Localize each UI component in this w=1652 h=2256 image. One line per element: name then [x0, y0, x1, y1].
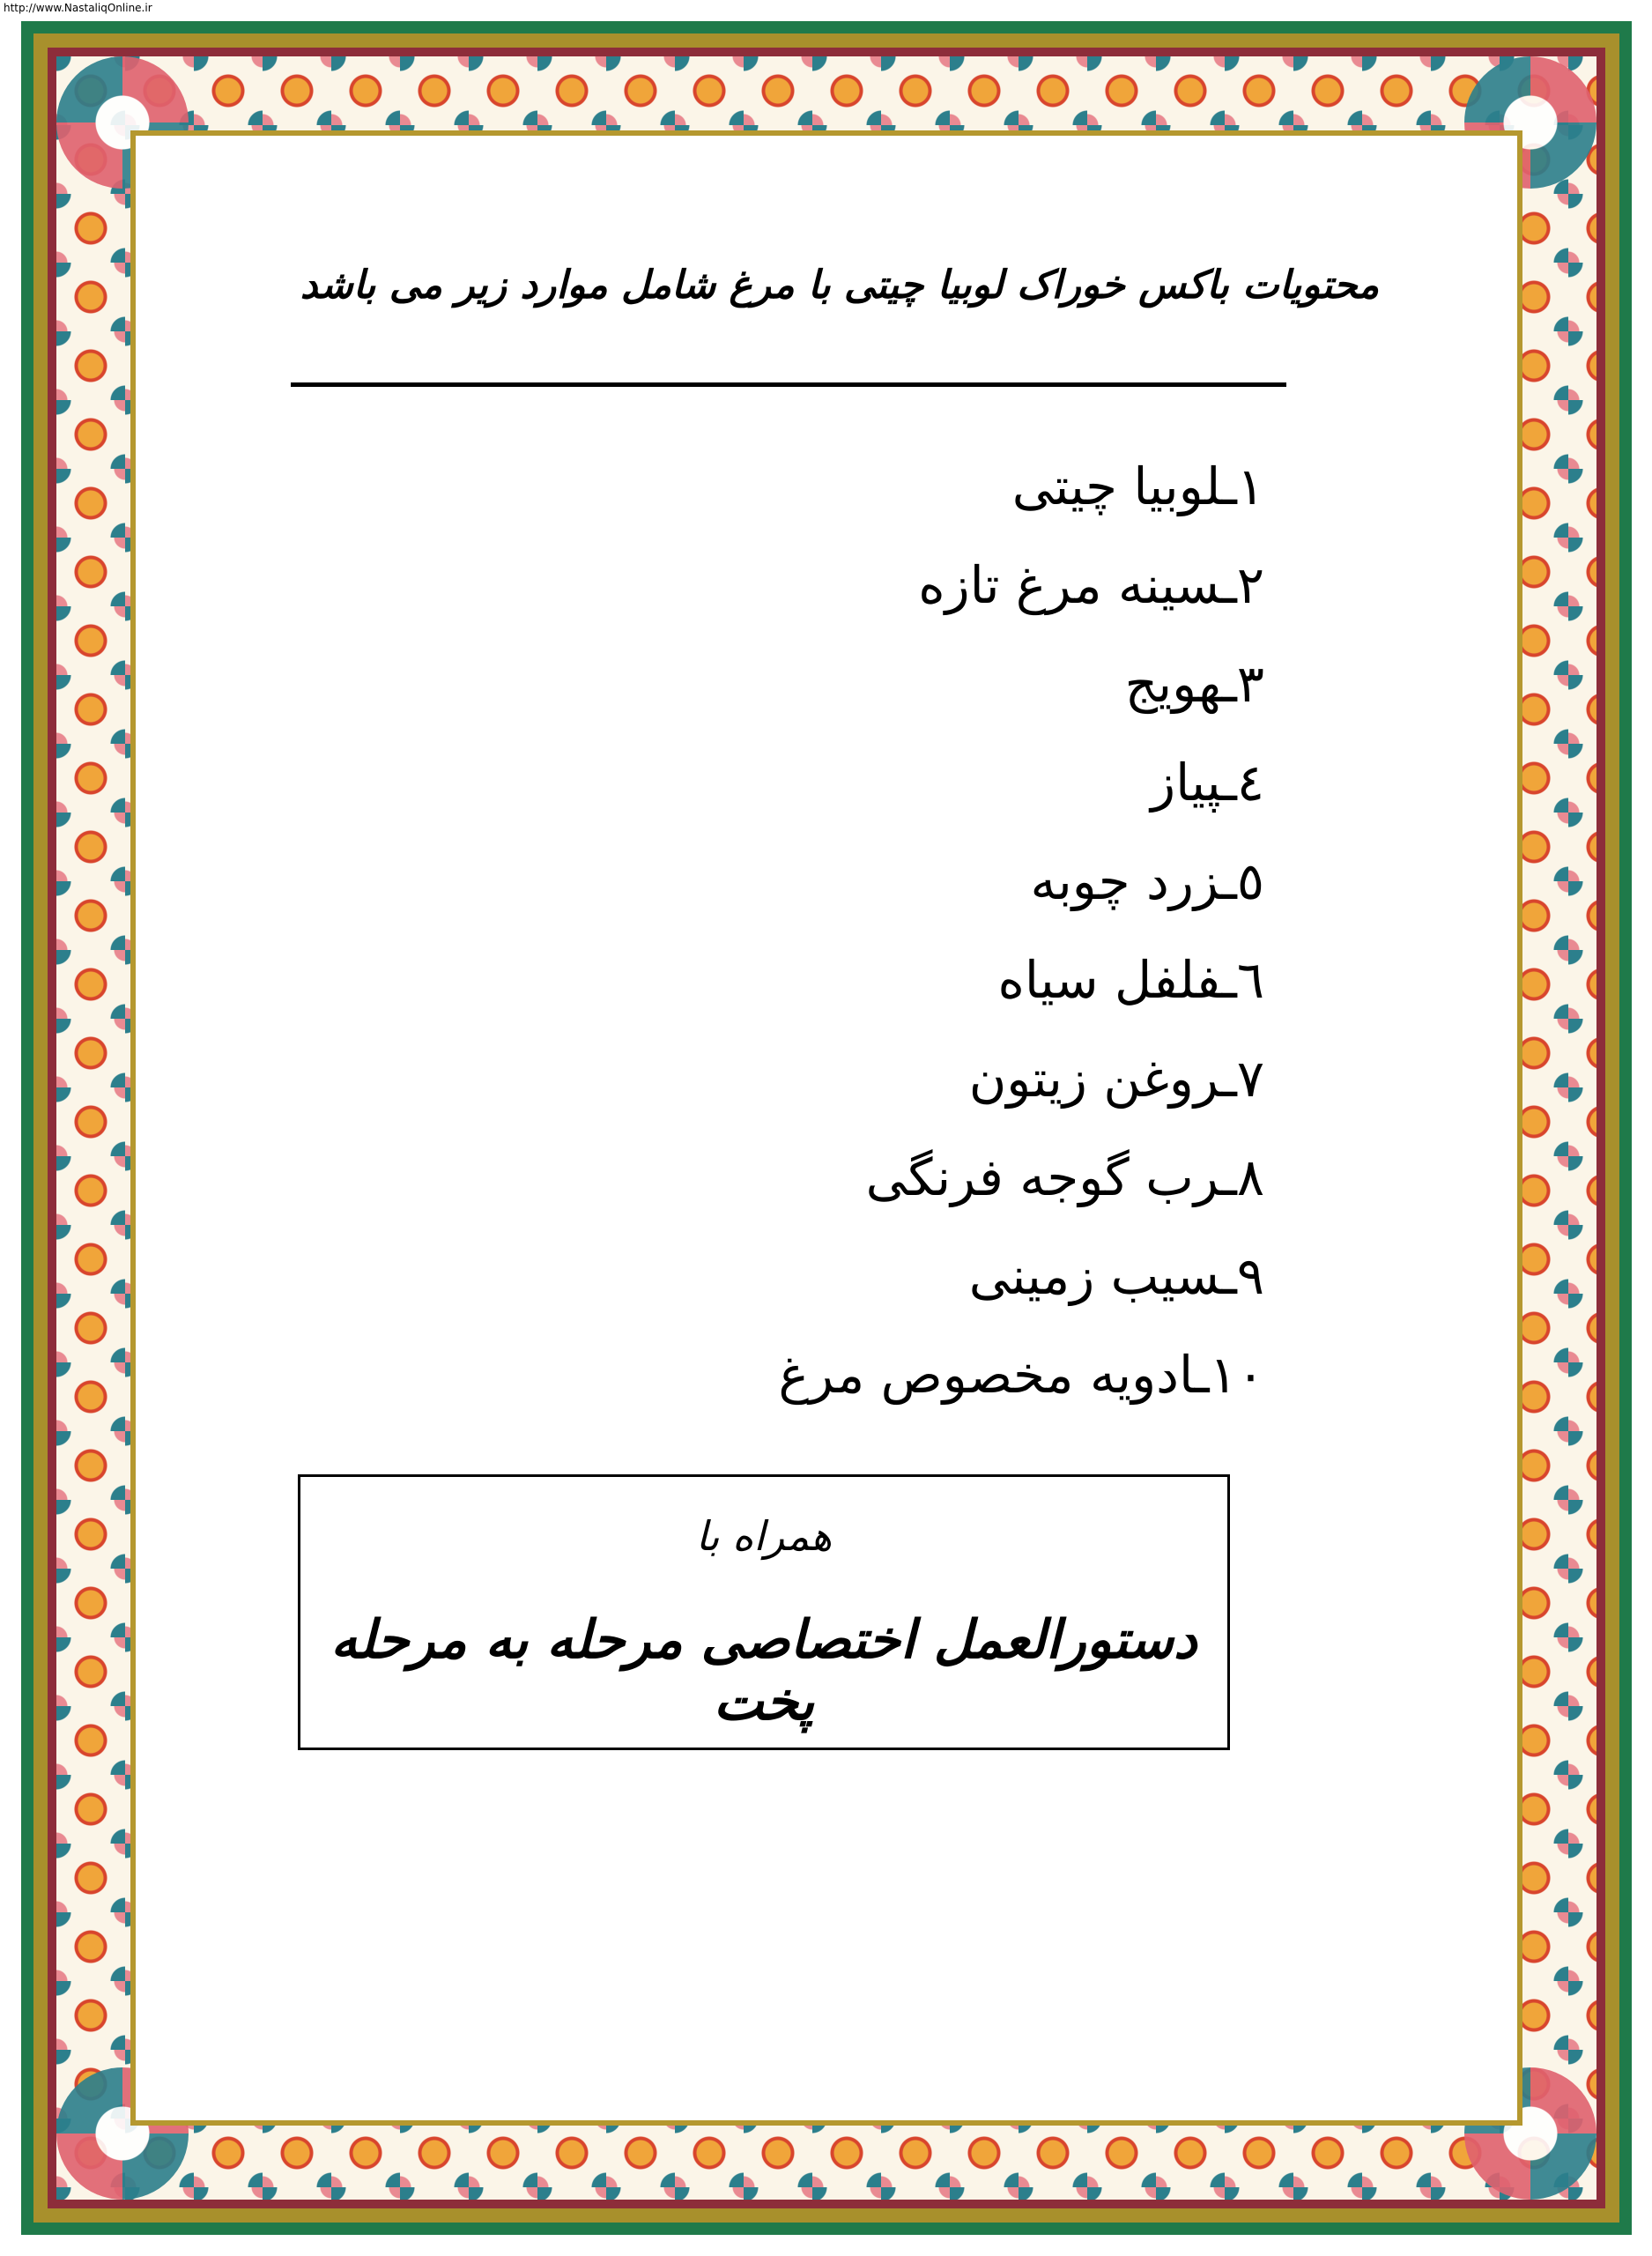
list-item: ۲ـسینه مرغ تازه	[918, 555, 1264, 615]
source-url: http://www.NastaliqOnline.ir	[4, 2, 152, 14]
list-item: ٤ـپیاز	[1151, 753, 1264, 813]
list-item: ٦ـفلفل سیاه	[997, 950, 1264, 1010]
list-item: ۸ـرب گوجه فرنگی	[865, 1147, 1264, 1207]
list-item: ۱ـلوبیا چیتی	[1011, 456, 1264, 516]
page-title: محتویات باکس خوراک لوبیا چیتی با مرغ شامل موارد زیر می باشد	[300, 263, 1380, 308]
list-item: ۷ـروغن زیتون	[968, 1049, 1264, 1109]
list-item: ۱۰ـادویه مخصوص مرغ	[778, 1345, 1264, 1405]
list-item: ۳ـهویج	[1124, 654, 1264, 714]
ingredient-list	[779, 437, 1265, 1424]
recipe-note-box	[298, 1474, 1230, 1750]
note-line-2: دستورالعمل اختصاصی مرحله به مرحله پخت	[330, 1609, 1197, 1733]
list-item: ٥ـزرد چوبه	[1030, 851, 1264, 911]
list-item: ۹ـسیب زمینی	[968, 1246, 1264, 1306]
title-underline	[291, 382, 1286, 387]
note-line-1: همراه با	[695, 1512, 833, 1560]
content-panel	[157, 157, 1495, 2099]
